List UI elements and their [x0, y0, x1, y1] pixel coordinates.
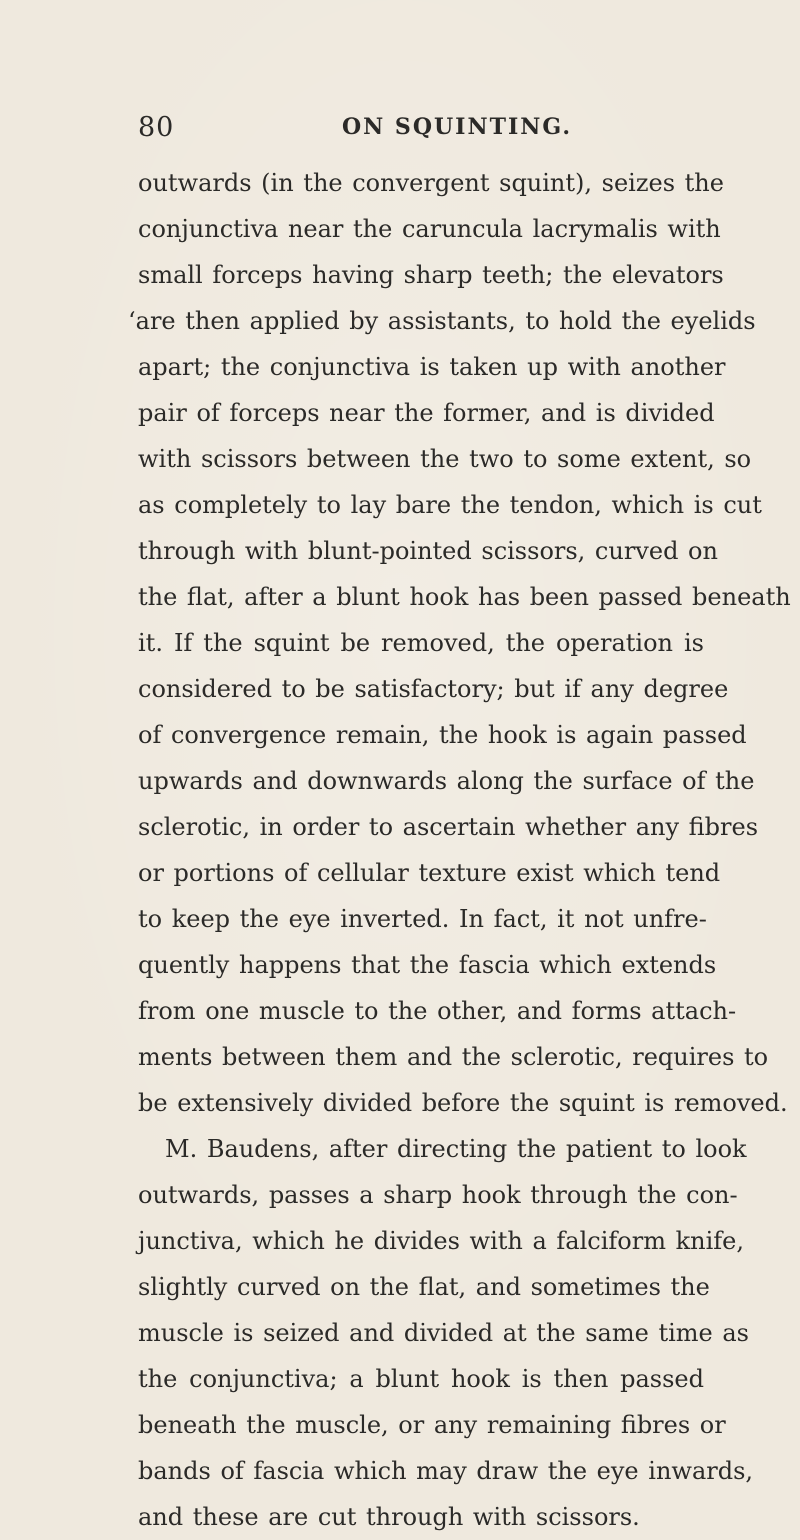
text-line: considered to be satisfactory; but if any degree	[138, 675, 729, 703]
text-line: from one muscle to the other, and forms attach-	[138, 997, 737, 1025]
text-line: the flat, after a blunt hook has been passed beneath	[138, 583, 791, 611]
body-text	[128, 160, 791, 1540]
text-line: to keep the eye inverted. In fact, it not unfre-	[138, 905, 707, 933]
text-line: slightly curved on the flat, and sometimes the	[138, 1273, 710, 1301]
running-title: ON SQUINTING.	[342, 114, 573, 140]
text-line: apart; the conjunctiva is taken up with another	[138, 353, 726, 381]
text-line: and these are cut through with scissors.	[138, 1503, 640, 1531]
text-line: beneath the muscle, or any remaining fibres or	[138, 1411, 726, 1439]
text-line: be extensively divided before the squint is removed.	[138, 1089, 788, 1117]
text-line: outwards, passes a sharp hook through the con-	[138, 1181, 738, 1209]
text-line: the conjunctiva; a blunt hook is then passed	[138, 1365, 704, 1393]
text-line: muscle is seized and divided at the same time as	[138, 1319, 749, 1347]
text-line: M. Baudens, after directing the patient to look	[165, 1135, 747, 1163]
text-line: ments between them and the sclerotic, requires to	[138, 1043, 769, 1071]
text-line: bands of fascia which may draw the eye inwards,	[138, 1457, 754, 1485]
text-line: pair of forceps near the former, and is divided	[138, 399, 715, 427]
text-line: or portions of cellular texture exist which tend	[138, 859, 721, 887]
text-line: quently happens that the fascia which extends	[138, 951, 717, 979]
text-line: ‘are then applied by assistants, to hold the eyelids	[128, 307, 756, 335]
text-line: sclerotic, in order to ascertain whether any fibres	[138, 813, 759, 841]
text-line: junctiva, which he divides with a falciform knife,	[138, 1227, 744, 1255]
page-header	[138, 112, 704, 148]
text-line: small forceps having sharp teeth; the elevators	[138, 261, 724, 289]
text-line: conjunctiva near the caruncula lacrymalis with	[138, 215, 721, 243]
text-line: through with blunt-pointed scissors, curved on	[138, 537, 718, 565]
text-line: as completely to lay bare the tendon, which is cut	[138, 491, 762, 519]
text-line: upwards and downwards along the surface of the	[138, 767, 755, 795]
text-line: outwards (in the convergent squint), seizes the	[138, 169, 724, 197]
text-line: of convergence remain, the hook is again passed	[138, 721, 747, 749]
text-line: with scissors between the two to some extent, so	[138, 445, 752, 473]
page-number: 80	[138, 112, 175, 143]
text-line: it. If the squint be removed, the operation is	[138, 629, 704, 657]
